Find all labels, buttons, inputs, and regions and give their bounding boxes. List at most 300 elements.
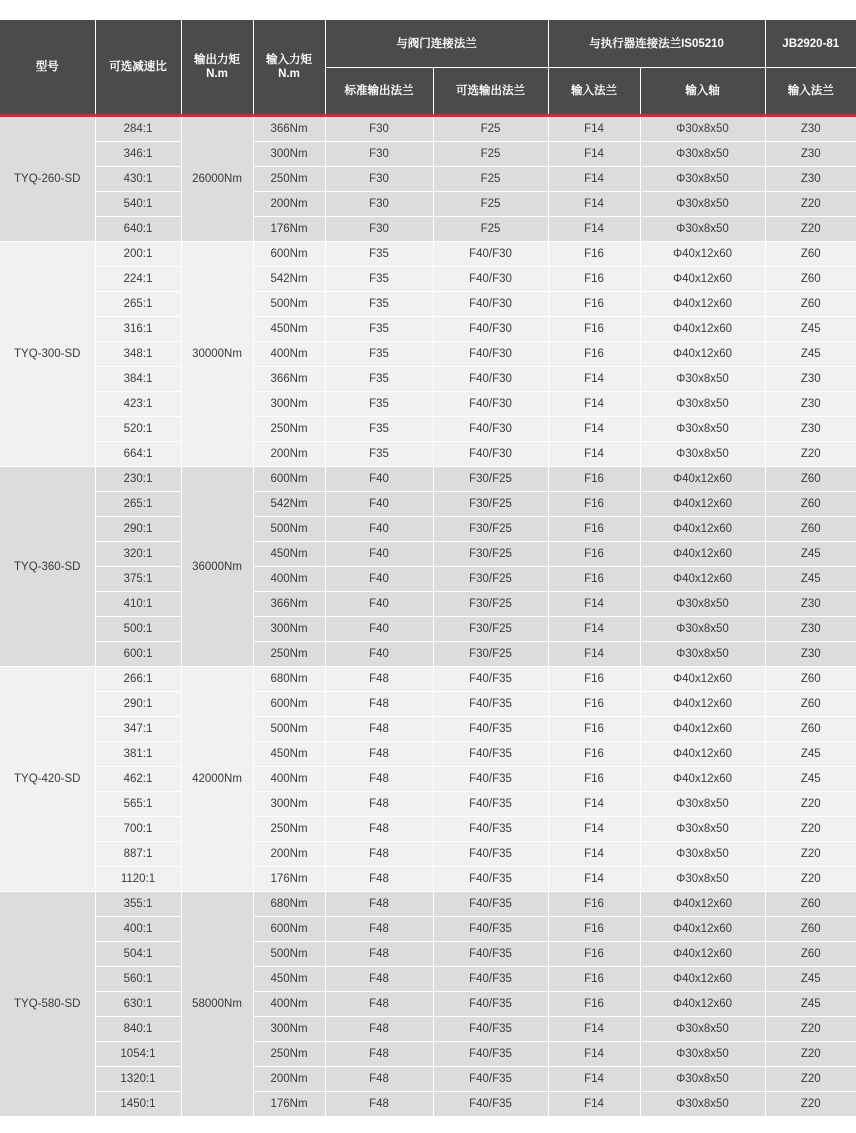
opt-output-flange-cell: F30/F25 (433, 592, 548, 617)
opt-output-flange-cell: F40/F35 (433, 867, 548, 892)
input-flange-cell: F14 (548, 642, 640, 667)
model-cell: TYQ-420-SD (0, 667, 95, 892)
input-torque-cell: 250Nm (253, 1042, 325, 1067)
table-row (0, 1067, 856, 1092)
opt-output-flange-cell: F40/F35 (433, 842, 548, 867)
std-output-flange-cell: F48 (325, 742, 433, 767)
std-output-flange-cell: F30 (325, 192, 433, 217)
input-flange-cell: F16 (548, 517, 640, 542)
jb-input-flange-cell: Z30 (765, 642, 856, 667)
input-flange-cell: F16 (548, 667, 640, 692)
table-row (0, 267, 856, 292)
input-torque-cell: 300Nm (253, 392, 325, 417)
model-cell: TYQ-360-SD (0, 467, 95, 667)
opt-output-flange-cell: F40/F35 (433, 1042, 548, 1067)
input-flange-cell: F16 (548, 267, 640, 292)
table-row (0, 1017, 856, 1042)
ratio-cell: 375:1 (95, 567, 181, 592)
input-flange-cell: F14 (548, 1092, 640, 1117)
std-output-flange-cell: F48 (325, 717, 433, 742)
header-jb-input-flange: 输入法兰 (765, 68, 856, 116)
input-flange-cell: F14 (548, 116, 640, 142)
header-row-1 (0, 20, 856, 68)
input-shaft-cell: Φ30x8x50 (640, 392, 765, 417)
std-output-flange-cell: F48 (325, 942, 433, 967)
input-shaft-cell: Φ30x8x50 (640, 817, 765, 842)
ratio-cell: 266:1 (95, 667, 181, 692)
input-shaft-cell: Φ40x12x60 (640, 742, 765, 767)
input-flange-cell: F16 (548, 742, 640, 767)
table-row (0, 742, 856, 767)
input-shaft-cell: Φ30x8x50 (640, 116, 765, 142)
input-torque-cell: 600Nm (253, 917, 325, 942)
output-torque-cell: 26000Nm (181, 116, 253, 242)
std-output-flange-cell: F48 (325, 1042, 433, 1067)
input-flange-cell: F14 (548, 367, 640, 392)
opt-output-flange-cell: F25 (433, 217, 548, 242)
table-row (0, 392, 856, 417)
input-flange-cell: F16 (548, 567, 640, 592)
input-torque-cell: 450Nm (253, 967, 325, 992)
ratio-cell: 630:1 (95, 992, 181, 1017)
std-output-flange-cell: F48 (325, 992, 433, 1017)
ratio-cell: 224:1 (95, 267, 181, 292)
opt-output-flange-cell: F40/F35 (433, 792, 548, 817)
table-row (0, 167, 856, 192)
jb-input-flange-cell: Z60 (765, 517, 856, 542)
table-row (0, 592, 856, 617)
opt-output-flange-cell: F40/F35 (433, 1017, 548, 1042)
opt-output-flange-cell: F40/F35 (433, 742, 548, 767)
jb-input-flange-cell: Z30 (765, 592, 856, 617)
std-output-flange-cell: F48 (325, 792, 433, 817)
table-row (0, 217, 856, 242)
input-torque-cell: 400Nm (253, 992, 325, 1017)
header-jb-group: JB2920-81 (765, 20, 856, 68)
std-output-flange-cell: F48 (325, 917, 433, 942)
input-flange-cell: F14 (548, 1067, 640, 1092)
input-torque-cell: 542Nm (253, 267, 325, 292)
jb-input-flange-cell: Z60 (765, 692, 856, 717)
input-shaft-cell: Φ40x12x60 (640, 717, 765, 742)
input-shaft-cell: Φ40x12x60 (640, 967, 765, 992)
input-shaft-cell: Φ30x8x50 (640, 442, 765, 467)
input-shaft-cell: Φ40x12x60 (640, 917, 765, 942)
table-row (0, 992, 856, 1017)
input-shaft-cell: Φ40x12x60 (640, 992, 765, 1017)
jb-input-flange-cell: Z45 (765, 967, 856, 992)
opt-output-flange-cell: F40/F35 (433, 917, 548, 942)
table-row (0, 492, 856, 517)
ratio-cell: 1320:1 (95, 1067, 181, 1092)
std-output-flange-cell: F40 (325, 617, 433, 642)
table-row (0, 692, 856, 717)
input-shaft-cell: Φ30x8x50 (640, 1042, 765, 1067)
input-shaft-cell: Φ40x12x60 (640, 567, 765, 592)
jb-input-flange-cell: Z60 (765, 917, 856, 942)
opt-output-flange-cell: F40/F30 (433, 267, 548, 292)
input-shaft-cell: Φ40x12x60 (640, 492, 765, 517)
header-input-torque-unit: N.m (278, 68, 300, 80)
jb-input-flange-cell: Z45 (765, 992, 856, 1017)
input-shaft-cell: Φ40x12x60 (640, 292, 765, 317)
input-torque-cell: 300Nm (253, 142, 325, 167)
table-header (0, 20, 856, 116)
jb-input-flange-cell: Z30 (765, 167, 856, 192)
jb-input-flange-cell: Z30 (765, 367, 856, 392)
input-shaft-cell: Φ40x12x60 (640, 517, 765, 542)
header-output-torque-unit: N.m (206, 68, 228, 80)
input-torque-cell: 680Nm (253, 892, 325, 917)
ratio-cell: 400:1 (95, 917, 181, 942)
input-torque-cell: 542Nm (253, 492, 325, 517)
opt-output-flange-cell: F30/F25 (433, 467, 548, 492)
ratio-cell: 430:1 (95, 167, 181, 192)
table-row (0, 242, 856, 267)
std-output-flange-cell: F48 (325, 1017, 433, 1042)
table-row (0, 767, 856, 792)
input-flange-cell: F16 (548, 892, 640, 917)
input-flange-cell: F14 (548, 867, 640, 892)
jb-input-flange-cell: Z60 (765, 667, 856, 692)
ratio-cell: 355:1 (95, 892, 181, 917)
std-output-flange-cell: F48 (325, 667, 433, 692)
std-output-flange-cell: F40 (325, 542, 433, 567)
std-output-flange-cell: F48 (325, 842, 433, 867)
input-shaft-cell: Φ30x8x50 (640, 192, 765, 217)
jb-input-flange-cell: Z30 (765, 116, 856, 142)
table-row (0, 717, 856, 742)
std-output-flange-cell: F48 (325, 692, 433, 717)
input-flange-cell: F16 (548, 717, 640, 742)
input-torque-cell: 250Nm (253, 817, 325, 842)
input-flange-cell: F14 (548, 167, 640, 192)
header-opt-output-flange: 可选输出法兰 (433, 68, 548, 116)
table-row (0, 517, 856, 542)
std-output-flange-cell: F48 (325, 967, 433, 992)
ratio-cell: 600:1 (95, 642, 181, 667)
ratio-cell: 384:1 (95, 367, 181, 392)
jb-input-flange-cell: Z60 (765, 892, 856, 917)
input-flange-cell: F16 (548, 967, 640, 992)
std-output-flange-cell: F40 (325, 517, 433, 542)
header-model: 型号 (0, 20, 95, 116)
model-cell: TYQ-300-SD (0, 242, 95, 467)
ratio-cell: 462:1 (95, 767, 181, 792)
input-torque-cell: 200Nm (253, 842, 325, 867)
input-shaft-cell: Φ40x12x60 (640, 267, 765, 292)
ratio-cell: 423:1 (95, 392, 181, 417)
input-torque-cell: 680Nm (253, 667, 325, 692)
opt-output-flange-cell: F40/F35 (433, 967, 548, 992)
input-shaft-cell: Φ30x8x50 (640, 142, 765, 167)
input-shaft-cell: Φ30x8x50 (640, 367, 765, 392)
input-flange-cell: F14 (548, 817, 640, 842)
input-flange-cell: F16 (548, 342, 640, 367)
input-flange-cell: F14 (548, 592, 640, 617)
std-output-flange-cell: F30 (325, 167, 433, 192)
std-output-flange-cell: F48 (325, 1067, 433, 1092)
jb-input-flange-cell: Z20 (765, 1092, 856, 1117)
table-row (0, 967, 856, 992)
std-output-flange-cell: F40 (325, 492, 433, 517)
input-torque-cell: 250Nm (253, 642, 325, 667)
opt-output-flange-cell: F40/F30 (433, 342, 548, 367)
ratio-cell: 347:1 (95, 717, 181, 742)
input-torque-cell: 300Nm (253, 1017, 325, 1042)
ratio-cell: 540:1 (95, 192, 181, 217)
input-shaft-cell: Φ30x8x50 (640, 842, 765, 867)
jb-input-flange-cell: Z20 (765, 1042, 856, 1067)
opt-output-flange-cell: F30/F25 (433, 642, 548, 667)
header-input-shaft: 输入轴 (640, 68, 765, 116)
input-flange-cell: F14 (548, 417, 640, 442)
table-row (0, 667, 856, 692)
input-flange-cell: F14 (548, 842, 640, 867)
ratio-cell: 316:1 (95, 317, 181, 342)
table-row (0, 317, 856, 342)
table-row (0, 542, 856, 567)
jb-input-flange-cell: Z20 (765, 1067, 856, 1092)
opt-output-flange-cell: F40/F30 (433, 317, 548, 342)
jb-input-flange-cell: Z30 (765, 392, 856, 417)
input-torque-cell: 300Nm (253, 617, 325, 642)
jb-input-flange-cell: Z45 (765, 567, 856, 592)
jb-input-flange-cell: Z60 (765, 492, 856, 517)
input-torque-cell: 600Nm (253, 467, 325, 492)
ratio-cell: 230:1 (95, 467, 181, 492)
table-row (0, 342, 856, 367)
input-shaft-cell: Φ30x8x50 (640, 1067, 765, 1092)
ratio-cell: 700:1 (95, 817, 181, 842)
opt-output-flange-cell: F40/F35 (433, 942, 548, 967)
std-output-flange-cell: F35 (325, 292, 433, 317)
opt-output-flange-cell: F40/F35 (433, 992, 548, 1017)
opt-output-flange-cell: F40/F35 (433, 1092, 548, 1117)
opt-output-flange-cell: F40/F30 (433, 392, 548, 417)
ratio-cell: 290:1 (95, 692, 181, 717)
jb-input-flange-cell: Z20 (765, 817, 856, 842)
table-row (0, 1042, 856, 1067)
header-input-torque-label: 输入力矩 (266, 54, 312, 66)
input-torque-cell: 600Nm (253, 242, 325, 267)
input-torque-cell: 400Nm (253, 342, 325, 367)
std-output-flange-cell: F30 (325, 116, 433, 142)
opt-output-flange-cell: F40/F35 (433, 692, 548, 717)
input-shaft-cell: Φ40x12x60 (640, 242, 765, 267)
jb-input-flange-cell: Z45 (765, 317, 856, 342)
std-output-flange-cell: F35 (325, 442, 433, 467)
ratio-cell: 290:1 (95, 517, 181, 542)
header-ratio: 可选减速比 (95, 20, 181, 116)
table-row (0, 367, 856, 392)
ratio-cell: 640:1 (95, 217, 181, 242)
jb-input-flange-cell: Z30 (765, 617, 856, 642)
ratio-cell: 520:1 (95, 417, 181, 442)
jb-input-flange-cell: Z20 (765, 192, 856, 217)
ratio-cell: 265:1 (95, 492, 181, 517)
input-shaft-cell: Φ30x8x50 (640, 792, 765, 817)
opt-output-flange-cell: F40/F35 (433, 892, 548, 917)
std-output-flange-cell: F30 (325, 142, 433, 167)
input-torque-cell: 200Nm (253, 192, 325, 217)
table-row (0, 142, 856, 167)
input-flange-cell: F16 (548, 767, 640, 792)
model-group (0, 667, 856, 892)
input-shaft-cell: Φ40x12x60 (640, 942, 765, 967)
jb-input-flange-cell: Z20 (765, 442, 856, 467)
table-row (0, 792, 856, 817)
input-shaft-cell: Φ30x8x50 (640, 642, 765, 667)
input-torque-cell: 176Nm (253, 217, 325, 242)
input-torque-cell: 450Nm (253, 542, 325, 567)
model-group (0, 467, 856, 667)
std-output-flange-cell: F40 (325, 567, 433, 592)
input-shaft-cell: Φ40x12x60 (640, 767, 765, 792)
header-input-flange: 输入法兰 (548, 68, 640, 116)
ratio-cell: 500:1 (95, 617, 181, 642)
input-flange-cell: F14 (548, 217, 640, 242)
table-row (0, 417, 856, 442)
ratio-cell: 887:1 (95, 842, 181, 867)
input-torque-cell: 400Nm (253, 767, 325, 792)
std-output-flange-cell: F35 (325, 367, 433, 392)
opt-output-flange-cell: F25 (433, 142, 548, 167)
opt-output-flange-cell: F40/F35 (433, 667, 548, 692)
std-output-flange-cell: F35 (325, 267, 433, 292)
input-shaft-cell: Φ40x12x60 (640, 317, 765, 342)
opt-output-flange-cell: F30/F25 (433, 617, 548, 642)
output-torque-cell: 42000Nm (181, 667, 253, 892)
spec-table (0, 20, 856, 1117)
input-flange-cell: F16 (548, 492, 640, 517)
input-flange-cell: F14 (548, 442, 640, 467)
model-cell: TYQ-580-SD (0, 892, 95, 1117)
table-row (0, 467, 856, 492)
jb-input-flange-cell: Z60 (765, 717, 856, 742)
input-shaft-cell: Φ30x8x50 (640, 867, 765, 892)
model-cell: TYQ-260-SD (0, 116, 95, 242)
jb-input-flange-cell: Z60 (765, 267, 856, 292)
input-shaft-cell: Φ30x8x50 (640, 592, 765, 617)
input-flange-cell: F14 (548, 1042, 640, 1067)
jb-input-flange-cell: Z30 (765, 417, 856, 442)
std-output-flange-cell: F48 (325, 1092, 433, 1117)
input-shaft-cell: Φ40x12x60 (640, 342, 765, 367)
table-row (0, 192, 856, 217)
header-std-output-flange: 标准输出法兰 (325, 68, 433, 116)
header-actuator-flange-group: 与执行器连接法兰IS05210 (548, 20, 765, 68)
input-flange-cell: F16 (548, 942, 640, 967)
input-flange-cell: F14 (548, 617, 640, 642)
table-row (0, 817, 856, 842)
input-shaft-cell: Φ30x8x50 (640, 217, 765, 242)
jb-input-flange-cell: Z20 (765, 792, 856, 817)
table-row (0, 442, 856, 467)
input-flange-cell: F14 (548, 142, 640, 167)
std-output-flange-cell: F40 (325, 467, 433, 492)
input-shaft-cell: Φ40x12x60 (640, 467, 765, 492)
opt-output-flange-cell: F25 (433, 116, 548, 142)
input-flange-cell: F16 (548, 467, 640, 492)
input-flange-cell: F14 (548, 792, 640, 817)
input-flange-cell: F16 (548, 292, 640, 317)
input-shaft-cell: Φ30x8x50 (640, 1092, 765, 1117)
ratio-cell: 840:1 (95, 1017, 181, 1042)
ratio-cell: 265:1 (95, 292, 181, 317)
input-torque-cell: 200Nm (253, 1067, 325, 1092)
std-output-flange-cell: F35 (325, 242, 433, 267)
std-output-flange-cell: F35 (325, 317, 433, 342)
input-shaft-cell: Φ30x8x50 (640, 1017, 765, 1042)
model-group (0, 116, 856, 242)
ratio-cell: 1450:1 (95, 1092, 181, 1117)
ratio-cell: 348:1 (95, 342, 181, 367)
jb-input-flange-cell: Z60 (765, 942, 856, 967)
ratio-cell: 664:1 (95, 442, 181, 467)
input-shaft-cell: Φ40x12x60 (640, 542, 765, 567)
table-row (0, 1092, 856, 1117)
input-torque-cell: 500Nm (253, 292, 325, 317)
ratio-cell: 565:1 (95, 792, 181, 817)
input-flange-cell: F16 (548, 917, 640, 942)
ratio-cell: 410:1 (95, 592, 181, 617)
opt-output-flange-cell: F40/F30 (433, 417, 548, 442)
header-valve-flange-group: 与阀门连接法兰 (325, 20, 548, 68)
input-torque-cell: 366Nm (253, 116, 325, 142)
input-flange-cell: F16 (548, 317, 640, 342)
jb-input-flange-cell: Z20 (765, 1017, 856, 1042)
jb-input-flange-cell: Z45 (765, 767, 856, 792)
input-torque-cell: 200Nm (253, 442, 325, 467)
ratio-cell: 504:1 (95, 942, 181, 967)
opt-output-flange-cell: F40/F30 (433, 367, 548, 392)
std-output-flange-cell: F48 (325, 817, 433, 842)
output-torque-cell: 58000Nm (181, 892, 253, 1117)
opt-output-flange-cell: F30/F25 (433, 567, 548, 592)
jb-input-flange-cell: Z20 (765, 867, 856, 892)
input-torque-cell: 366Nm (253, 592, 325, 617)
input-torque-cell: 450Nm (253, 317, 325, 342)
std-output-flange-cell: F48 (325, 867, 433, 892)
model-group (0, 242, 856, 467)
input-shaft-cell: Φ40x12x60 (640, 667, 765, 692)
jb-input-flange-cell: Z45 (765, 542, 856, 567)
input-shaft-cell: Φ40x12x60 (640, 892, 765, 917)
opt-output-flange-cell: F40/F35 (433, 767, 548, 792)
ratio-cell: 200:1 (95, 242, 181, 267)
input-shaft-cell: Φ30x8x50 (640, 167, 765, 192)
input-torque-cell: 500Nm (253, 717, 325, 742)
ratio-cell: 284:1 (95, 116, 181, 142)
std-output-flange-cell: F48 (325, 892, 433, 917)
table-row (0, 867, 856, 892)
table-row (0, 567, 856, 592)
input-torque-cell: 450Nm (253, 742, 325, 767)
input-flange-cell: F14 (548, 1017, 640, 1042)
input-torque-cell: 600Nm (253, 692, 325, 717)
ratio-cell: 1120:1 (95, 867, 181, 892)
input-flange-cell: F16 (548, 242, 640, 267)
opt-output-flange-cell: F25 (433, 167, 548, 192)
std-output-flange-cell: F35 (325, 392, 433, 417)
table-row (0, 917, 856, 942)
table-row (0, 116, 856, 142)
jb-input-flange-cell: Z60 (765, 242, 856, 267)
jb-input-flange-cell: Z20 (765, 842, 856, 867)
table-row (0, 617, 856, 642)
header-output-torque-label: 输出力矩 (194, 54, 240, 66)
